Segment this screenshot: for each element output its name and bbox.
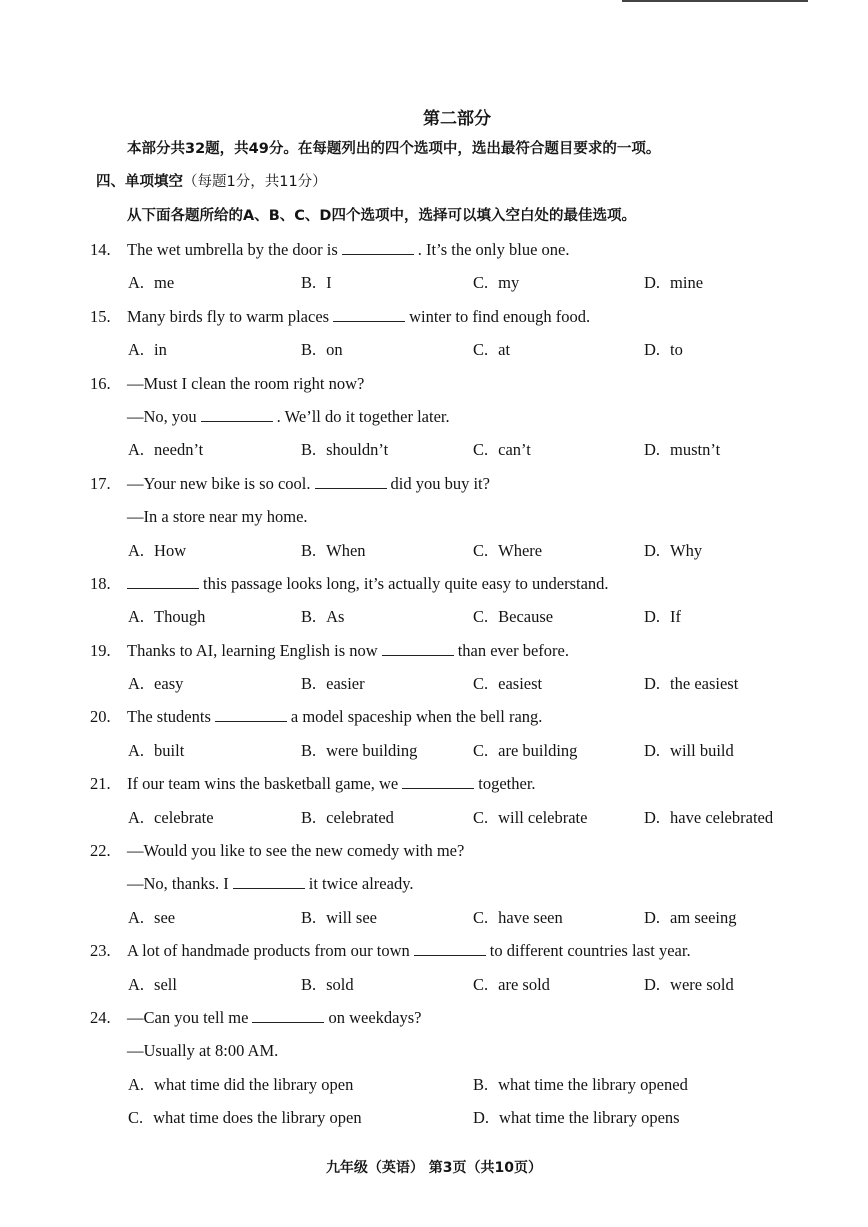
answer-option[interactable]	[128, 734, 184, 767]
question-number: 14.	[90, 240, 111, 259]
question-stem-line	[90, 367, 810, 400]
option-letter: A.	[128, 907, 145, 927]
question-stem-line	[90, 467, 810, 500]
question-item	[90, 1001, 810, 1135]
question-item	[90, 567, 810, 634]
option-text: mustn’t	[670, 440, 721, 460]
answer-option[interactable]	[644, 667, 738, 700]
answer-option[interactable]	[644, 534, 702, 567]
option-text: will celebrate	[498, 807, 588, 827]
question-stem-line	[90, 300, 810, 333]
question-number: 24.	[90, 1007, 111, 1027]
stem-text: —Usually at 8:00 AM.	[127, 1041, 279, 1061]
option-letter: A.	[128, 273, 145, 293]
option-letter: D.	[644, 540, 661, 560]
option-row	[90, 433, 810, 466]
option-text: sold	[326, 974, 354, 994]
answer-option[interactable]	[473, 968, 550, 1001]
question-stem-line	[90, 634, 810, 667]
stem-text: —In a store near my home.	[127, 507, 308, 527]
question-stem-line	[90, 1034, 810, 1067]
option-text: Where	[498, 540, 543, 560]
answer-option[interactable]	[301, 433, 388, 466]
question-number: 17.	[90, 473, 111, 493]
option-row	[90, 333, 810, 366]
option-text: sell	[154, 974, 177, 994]
option-letter: A.	[128, 540, 145, 560]
answer-blank[interactable]	[333, 320, 405, 322]
answer-option[interactable]	[644, 333, 683, 366]
section-heading	[96, 170, 327, 191]
option-text: what time did the library open	[154, 1074, 354, 1094]
answer-option[interactable]	[473, 600, 553, 633]
answer-option[interactable]	[473, 901, 563, 934]
stem-text: a model spaceship when the bell rang.	[290, 707, 543, 727]
question-number: 16.	[90, 373, 111, 393]
question-item	[90, 934, 810, 1001]
option-text: can’t	[498, 440, 531, 460]
answer-option[interactable]	[301, 667, 365, 700]
option-text: As	[326, 607, 345, 627]
option-text: easy	[154, 674, 184, 694]
question-number: 20.	[90, 707, 111, 727]
stem-text: —Your new bike is so cool.	[127, 473, 311, 493]
option-row	[90, 1101, 810, 1134]
question-stem-line	[90, 233, 810, 266]
answer-blank[interactable]	[402, 787, 474, 789]
option-text: have seen	[498, 907, 563, 927]
option-letter: C.	[473, 273, 489, 293]
stem-text: together.	[478, 774, 536, 794]
option-text: How	[154, 540, 187, 560]
answer-option[interactable]	[301, 534, 366, 567]
option-letter: C.	[473, 607, 489, 627]
option-row	[90, 266, 810, 299]
question-stem-line	[90, 567, 810, 600]
top-edge-rule	[622, 0, 808, 2]
option-text: have celebrated	[670, 807, 774, 827]
answer-option[interactable]	[473, 801, 587, 834]
option-text: am seeing	[670, 907, 737, 927]
stem-text: —Can you tell me	[127, 1007, 249, 1027]
option-letter: D.	[644, 674, 661, 694]
answer-blank[interactable]	[315, 487, 387, 489]
question-item	[90, 367, 810, 467]
answer-option[interactable]	[473, 1101, 680, 1134]
option-letter: A.	[128, 674, 145, 694]
option-letter: B.	[473, 1074, 489, 1094]
answer-option[interactable]	[128, 600, 205, 633]
answer-option[interactable]	[301, 333, 343, 366]
answer-option[interactable]	[128, 433, 203, 466]
option-text: Though	[154, 607, 206, 627]
question-item	[90, 634, 810, 701]
option-text: If	[670, 607, 682, 627]
option-letter: C.	[128, 1108, 144, 1128]
option-text: will build	[670, 740, 734, 760]
answer-option[interactable]	[473, 734, 577, 767]
question-stem-line	[90, 500, 810, 533]
option-text: see	[154, 907, 176, 927]
stem-text: The wet umbrella by the door is	[127, 240, 338, 259]
section-label: 四、单项填空	[96, 174, 183, 190]
option-row	[90, 801, 810, 834]
option-letter: A.	[128, 607, 145, 627]
option-text: celebrate	[154, 807, 214, 827]
question-item	[90, 700, 810, 767]
option-row	[90, 534, 810, 567]
question-item	[90, 767, 810, 834]
question-list	[90, 233, 810, 1135]
answer-option[interactable]	[644, 600, 681, 633]
answer-option[interactable]	[473, 266, 519, 299]
option-text: what time the library opened	[498, 1074, 688, 1094]
answer-option[interactable]	[644, 968, 734, 1001]
option-letter: D.	[644, 740, 661, 760]
stem-text: —Would you like to see the new comedy with me?	[127, 841, 465, 861]
question-number: 22.	[90, 841, 111, 861]
answer-option[interactable]	[644, 901, 736, 934]
answer-blank[interactable]	[414, 954, 486, 956]
option-text: to	[670, 340, 683, 360]
option-letter: B.	[301, 907, 317, 927]
option-text: on	[326, 340, 343, 360]
answer-option[interactable]	[473, 333, 510, 366]
answer-blank[interactable]	[342, 253, 414, 255]
option-letter: C.	[473, 440, 489, 460]
stem-text: Many birds fly to warm places	[127, 306, 330, 326]
answer-option[interactable]	[473, 433, 531, 466]
question-number: 19.	[90, 640, 111, 660]
option-letter: A.	[128, 740, 145, 760]
section-instruction: 从下面各题所给的A、B、C、D四个选项中，选择可以填入空白处的最佳选项。	[127, 208, 636, 224]
stem-text: than ever before.	[457, 640, 569, 660]
option-letter: A.	[128, 340, 145, 360]
answer-blank[interactable]	[233, 887, 305, 889]
option-text: are building	[498, 740, 578, 760]
question-stem-line	[90, 834, 810, 867]
option-text: me	[154, 273, 175, 293]
question-number: 18.	[90, 573, 111, 593]
stem-text: —No, you	[127, 406, 197, 426]
answer-option[interactable]	[644, 266, 703, 299]
answer-option[interactable]	[301, 968, 354, 1001]
option-letter: A.	[128, 807, 145, 827]
option-letter: B.	[301, 807, 317, 827]
option-letter: B.	[301, 273, 317, 293]
answer-option[interactable]	[128, 1101, 362, 1134]
option-letter: B.	[301, 440, 317, 460]
answer-option[interactable]	[128, 801, 214, 834]
option-letter: B.	[301, 740, 317, 760]
option-letter: A.	[128, 440, 145, 460]
option-row	[90, 1068, 810, 1101]
answer-option[interactable]	[644, 433, 720, 466]
question-item	[90, 233, 810, 300]
option-letter: B.	[301, 674, 317, 694]
answer-option[interactable]	[644, 801, 773, 834]
stem-text: to different countries last year.	[489, 941, 691, 961]
option-text: were sold	[670, 974, 734, 994]
answer-option[interactable]	[301, 801, 394, 834]
answer-blank[interactable]	[127, 587, 199, 589]
stem-text: it twice already.	[308, 874, 414, 894]
answer-blank[interactable]	[252, 1021, 324, 1023]
answer-option[interactable]	[301, 600, 344, 633]
option-letter: D.	[644, 440, 661, 460]
option-text: shouldn’t	[326, 440, 389, 460]
answer-option[interactable]	[473, 667, 542, 700]
answer-option[interactable]	[128, 333, 167, 366]
option-row	[90, 968, 810, 1001]
option-letter: D.	[473, 1108, 490, 1128]
option-letter: C.	[473, 974, 489, 994]
question-stem-line	[90, 867, 810, 900]
answer-blank[interactable]	[201, 420, 273, 422]
option-letter: C.	[473, 807, 489, 827]
option-row	[90, 667, 810, 700]
part-title: 第二部分	[423, 109, 491, 129]
option-text: the easiest	[670, 674, 739, 694]
option-letter: C.	[473, 674, 489, 694]
option-letter: A.	[128, 974, 145, 994]
answer-option[interactable]	[473, 534, 542, 567]
option-row	[90, 600, 810, 633]
option-text: what time the library opens	[499, 1108, 680, 1128]
stem-text: . It’s the only blue one.	[417, 240, 570, 259]
question-item	[90, 467, 810, 567]
option-text: at	[498, 340, 511, 360]
option-letter: C.	[473, 907, 489, 927]
option-letter: D.	[644, 907, 661, 927]
stem-text: this passage looks long, it’s actually quite easy to understand.	[203, 573, 609, 593]
section-detail: （每题1分，共11分）	[183, 174, 327, 190]
option-text: mine	[670, 273, 704, 293]
option-letter: C.	[473, 740, 489, 760]
option-text: Because	[498, 607, 554, 627]
option-letter: D.	[644, 273, 661, 293]
option-letter: B.	[301, 607, 317, 627]
option-letter: C.	[473, 340, 489, 360]
option-text: I	[326, 273, 332, 293]
option-row	[90, 901, 810, 934]
answer-option[interactable]	[301, 734, 417, 767]
stem-text: —Must I clean the room right now?	[127, 373, 365, 393]
question-stem-line	[90, 767, 810, 800]
question-stem-line	[90, 400, 810, 433]
option-row	[90, 734, 810, 767]
option-text: celebrated	[326, 807, 394, 827]
question-item	[90, 834, 810, 934]
option-text: Why	[670, 540, 703, 560]
question-number: 23.	[90, 941, 111, 961]
option-text: my	[498, 273, 520, 293]
answer-blank[interactable]	[215, 720, 287, 722]
answer-option[interactable]	[128, 1068, 353, 1101]
stem-text: If our team wins the basketball game, we	[127, 774, 399, 794]
option-letter: D.	[644, 607, 661, 627]
question-stem-line	[90, 700, 810, 733]
question-stem-line	[90, 1001, 810, 1034]
option-text: in	[154, 340, 167, 360]
page-footer: 九年级（英语） 第3页（共10页）	[325, 1160, 543, 1176]
answer-option[interactable]	[128, 968, 177, 1001]
answer-option[interactable]	[128, 266, 174, 299]
option-text: easier	[326, 674, 365, 694]
question-number: 21.	[90, 774, 111, 794]
answer-option[interactable]	[128, 534, 186, 567]
option-text: what time does the library open	[153, 1108, 362, 1128]
option-letter: B.	[301, 540, 317, 560]
part-intro: 本部分共32题，共49分。在每题列出的四个选项中，选出最符合题目要求的一项。	[127, 141, 661, 157]
stem-text: Thanks to AI, learning English is now	[127, 640, 378, 660]
stem-text: . We’ll do it together later.	[276, 406, 450, 426]
stem-text: A lot of handmade products from our town	[127, 941, 410, 961]
answer-option[interactable]	[644, 734, 734, 767]
answer-blank[interactable]	[382, 654, 454, 656]
answer-option[interactable]	[473, 1068, 688, 1101]
answer-option[interactable]	[301, 901, 377, 934]
stem-text: winter to find enough food.	[409, 306, 591, 326]
question-number: 15.	[90, 306, 111, 326]
option-letter: D.	[644, 340, 661, 360]
answer-option[interactable]	[301, 266, 332, 299]
option-letter: D.	[644, 807, 661, 827]
option-text: will see	[326, 907, 378, 927]
option-text: built	[154, 740, 185, 760]
option-letter: A.	[128, 1074, 145, 1094]
answer-option[interactable]	[128, 667, 183, 700]
option-letter: D.	[644, 974, 661, 994]
stem-text: on weekdays?	[328, 1007, 422, 1027]
option-text: When	[326, 540, 366, 560]
option-text: needn’t	[154, 440, 204, 460]
option-text: were building	[326, 740, 418, 760]
answer-option[interactable]	[128, 901, 175, 934]
stem-text: The students	[127, 707, 211, 727]
question-item	[90, 300, 810, 367]
option-text: easiest	[498, 674, 543, 694]
option-text: are sold	[498, 974, 550, 994]
stem-text: did you buy it?	[390, 473, 490, 493]
question-stem-line	[90, 934, 810, 967]
option-letter: C.	[473, 540, 489, 560]
stem-text: —No, thanks. I	[127, 874, 229, 894]
option-letter: B.	[301, 340, 317, 360]
option-letter: B.	[301, 974, 317, 994]
